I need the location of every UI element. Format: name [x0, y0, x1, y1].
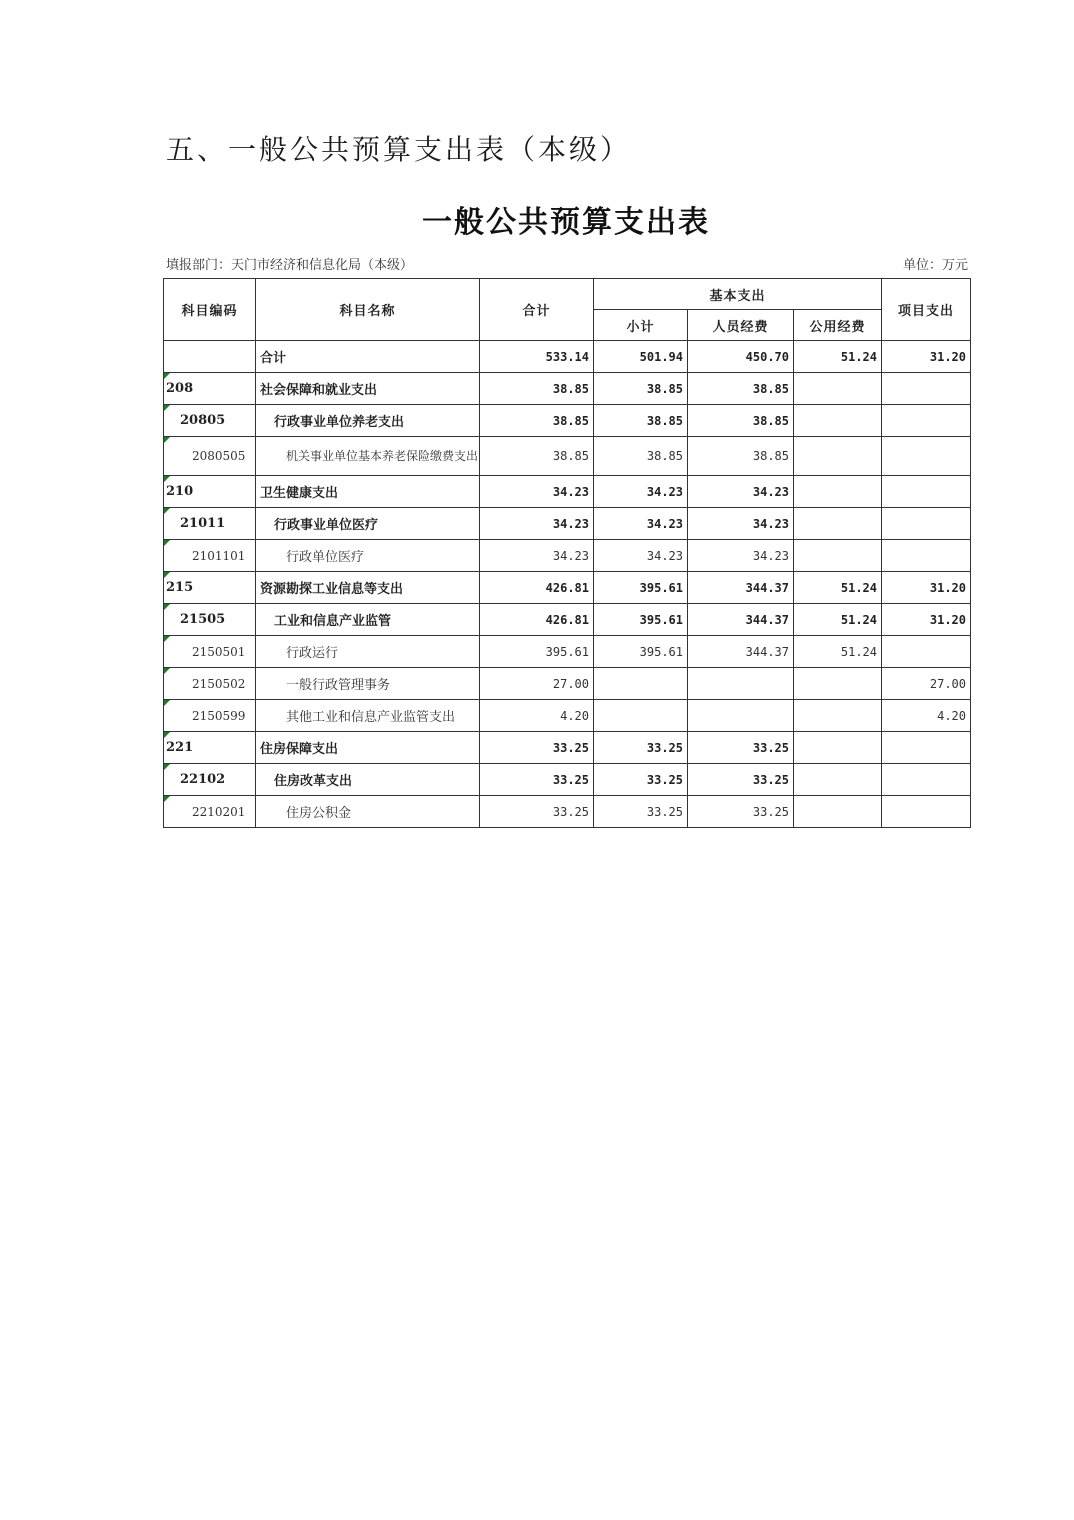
- cell-name: 住房公积金: [256, 796, 480, 828]
- cell-project: [882, 437, 971, 476]
- cell-code-text: 221: [166, 740, 194, 755]
- cell-name: 工业和信息产业监管: [256, 604, 480, 636]
- table-row: [164, 508, 971, 540]
- cell-code-text: 20805: [180, 413, 226, 428]
- cell-code-text: 21505: [180, 612, 226, 627]
- cell-code: [164, 700, 256, 732]
- cell-public: [794, 476, 882, 508]
- cell-public: [794, 668, 882, 700]
- cell-subtotal: 501.94: [594, 341, 688, 373]
- cell-public: [794, 508, 882, 540]
- cell-marker-icon: [164, 508, 170, 514]
- cell-project: [882, 636, 971, 668]
- cell-project: 31.20: [882, 341, 971, 373]
- cell-project: [882, 373, 971, 405]
- cell-total: 34.23: [480, 476, 594, 508]
- table-body: [164, 341, 971, 828]
- cell-marker-icon: [164, 437, 170, 443]
- cell-project: 31.20: [882, 604, 971, 636]
- cell-name: 合计: [256, 341, 480, 373]
- cell-total: 533.14: [480, 341, 594, 373]
- cell-public: [794, 373, 882, 405]
- cell-total: 426.81: [480, 572, 594, 604]
- cell-marker-icon: [164, 668, 170, 674]
- cell-name: 住房改革支出: [256, 764, 480, 796]
- cell-name: 其他工业和信息产业监管支出: [256, 700, 480, 732]
- cell-code-text: 2150502: [192, 676, 246, 691]
- cell-subtotal: 395.61: [594, 572, 688, 604]
- cell-project: 4.20: [882, 700, 971, 732]
- table-header: [164, 279, 971, 341]
- cell-total: 4.20: [480, 700, 594, 732]
- cell-code-text: 2210201: [192, 804, 246, 819]
- cell-name: 资源勘探工业信息等支出: [256, 572, 480, 604]
- table-row: [164, 668, 971, 700]
- cell-marker-icon: [164, 636, 170, 642]
- cell-project: [882, 476, 971, 508]
- table-title: 一般公共预算支出表: [422, 205, 710, 240]
- cell-code-text: 22102: [180, 772, 226, 787]
- cell-name: 卫生健康支出: [256, 476, 480, 508]
- cell-subtotal: [594, 668, 688, 700]
- cell-personnel: 34.23: [688, 540, 794, 572]
- table-row: [164, 476, 971, 508]
- cell-subtotal: 34.23: [594, 476, 688, 508]
- section-heading: 五、一般公共预算支出表（本级）: [166, 133, 632, 166]
- cell-marker-icon: [164, 540, 170, 546]
- cell-project: [882, 508, 971, 540]
- cell-personnel: 34.23: [688, 508, 794, 540]
- cell-subtotal: 38.85: [594, 405, 688, 437]
- cell-code: [164, 341, 256, 373]
- table-row: [164, 373, 971, 405]
- cell-total: 395.61: [480, 636, 594, 668]
- cell-name: 社会保障和就业支出: [256, 373, 480, 405]
- cell-personnel: 34.23: [688, 476, 794, 508]
- cell-personnel: 38.85: [688, 405, 794, 437]
- table-row: [164, 764, 971, 796]
- cell-marker-icon: [164, 700, 170, 706]
- cell-name: 行政单位医疗: [256, 540, 480, 572]
- table-row: [164, 604, 971, 636]
- cell-project: [882, 764, 971, 796]
- cell-code: [164, 437, 256, 476]
- cell-code: [164, 405, 256, 437]
- cell-public: 51.24: [794, 572, 882, 604]
- cell-subtotal: [594, 700, 688, 732]
- cell-name: 行政事业单位医疗: [256, 508, 480, 540]
- cell-public: [794, 700, 882, 732]
- table-row: [164, 341, 971, 373]
- cell-marker-icon: [164, 732, 170, 738]
- cell-name: 机关事业单位基本养老保险缴费支出: [256, 437, 480, 476]
- cell-public: [794, 732, 882, 764]
- header-personnel: 人员经费: [688, 310, 794, 341]
- cell-name: 行政运行: [256, 636, 480, 668]
- cell-public: 51.24: [794, 604, 882, 636]
- cell-personnel: 38.85: [688, 437, 794, 476]
- cell-total: 33.25: [480, 764, 594, 796]
- cell-code: [164, 476, 256, 508]
- unit-label: 单位：万元: [902, 258, 968, 273]
- cell-code: [164, 764, 256, 796]
- cell-project: [882, 405, 971, 437]
- cell-marker-icon: [164, 373, 170, 379]
- cell-name: 一般行政管理事务: [256, 668, 480, 700]
- cell-code-text: 208: [166, 381, 194, 396]
- cell-public: 51.24: [794, 636, 882, 668]
- cell-project: 31.20: [882, 572, 971, 604]
- table-row: [164, 405, 971, 437]
- cell-subtotal: 38.85: [594, 373, 688, 405]
- cell-code-text: 215: [166, 580, 194, 595]
- cell-personnel: 344.37: [688, 636, 794, 668]
- table-row: [164, 796, 971, 828]
- cell-code-text: 2150501: [192, 644, 246, 659]
- table-row: [164, 732, 971, 764]
- budget-table: [163, 278, 971, 828]
- cell-public: [794, 437, 882, 476]
- cell-total: 33.25: [480, 732, 594, 764]
- cell-code: [164, 732, 256, 764]
- cell-public: [794, 796, 882, 828]
- cell-subtotal: 34.23: [594, 508, 688, 540]
- cell-project: [882, 540, 971, 572]
- header-basic: 基本支出: [594, 279, 882, 310]
- table-row: [164, 700, 971, 732]
- cell-personnel: 344.37: [688, 572, 794, 604]
- cell-public: [794, 540, 882, 572]
- cell-code: [164, 508, 256, 540]
- cell-code: [164, 373, 256, 405]
- header-code: 科目编码: [164, 279, 256, 341]
- cell-personnel: 33.25: [688, 764, 794, 796]
- cell-subtotal: 33.25: [594, 764, 688, 796]
- cell-code: [164, 572, 256, 604]
- cell-public: [794, 405, 882, 437]
- cell-project: [882, 796, 971, 828]
- cell-code: [164, 540, 256, 572]
- cell-subtotal: 395.61: [594, 636, 688, 668]
- cell-name: 住房保障支出: [256, 732, 480, 764]
- cell-total: 34.23: [480, 540, 594, 572]
- department-label: 填报部门：天门市经济和信息化局（本级）: [166, 258, 414, 273]
- cell-personnel: [688, 668, 794, 700]
- cell-total: 426.81: [480, 604, 594, 636]
- header-name: 科目名称: [256, 279, 480, 341]
- cell-subtotal: 395.61: [594, 604, 688, 636]
- cell-code-text: 210: [166, 484, 194, 499]
- cell-code-text: 2080505: [192, 449, 246, 463]
- cell-marker-icon: [164, 764, 170, 770]
- header-total: 合计: [480, 279, 594, 341]
- cell-code: [164, 668, 256, 700]
- cell-subtotal: 38.85: [594, 437, 688, 476]
- cell-total: 38.85: [480, 437, 594, 476]
- cell-personnel: 33.25: [688, 732, 794, 764]
- header-subtotal: 小计: [594, 310, 688, 341]
- cell-total: 27.00: [480, 668, 594, 700]
- table-row: [164, 572, 971, 604]
- cell-code: [164, 636, 256, 668]
- cell-project: [882, 732, 971, 764]
- cell-marker-icon: [164, 604, 170, 610]
- cell-personnel: 38.85: [688, 373, 794, 405]
- cell-code: [164, 796, 256, 828]
- cell-total: 38.85: [480, 405, 594, 437]
- cell-total: 33.25: [480, 796, 594, 828]
- cell-code-text: 21011: [180, 516, 226, 531]
- cell-project: 27.00: [882, 668, 971, 700]
- cell-code-text: 2101101: [192, 548, 246, 563]
- cell-subtotal: 34.23: [594, 540, 688, 572]
- cell-personnel: 33.25: [688, 796, 794, 828]
- table-row: [164, 636, 971, 668]
- cell-code-text: 2150599: [192, 708, 246, 723]
- cell-personnel: [688, 700, 794, 732]
- cell-marker-icon: [164, 405, 170, 411]
- cell-name: 行政事业单位养老支出: [256, 405, 480, 437]
- cell-total: 38.85: [480, 373, 594, 405]
- cell-marker-icon: [164, 572, 170, 578]
- cell-public: 51.24: [794, 341, 882, 373]
- cell-marker-icon: [164, 476, 170, 482]
- cell-personnel: 344.37: [688, 604, 794, 636]
- header-public: 公用经费: [794, 310, 882, 341]
- table-row: [164, 540, 971, 572]
- cell-subtotal: 33.25: [594, 796, 688, 828]
- header-project: 项目支出: [882, 279, 971, 341]
- cell-code: [164, 604, 256, 636]
- cell-marker-icon: [164, 796, 170, 802]
- table-row: [164, 437, 971, 476]
- cell-subtotal: 33.25: [594, 732, 688, 764]
- cell-public: [794, 764, 882, 796]
- cell-personnel: 450.70: [688, 341, 794, 373]
- cell-total: 34.23: [480, 508, 594, 540]
